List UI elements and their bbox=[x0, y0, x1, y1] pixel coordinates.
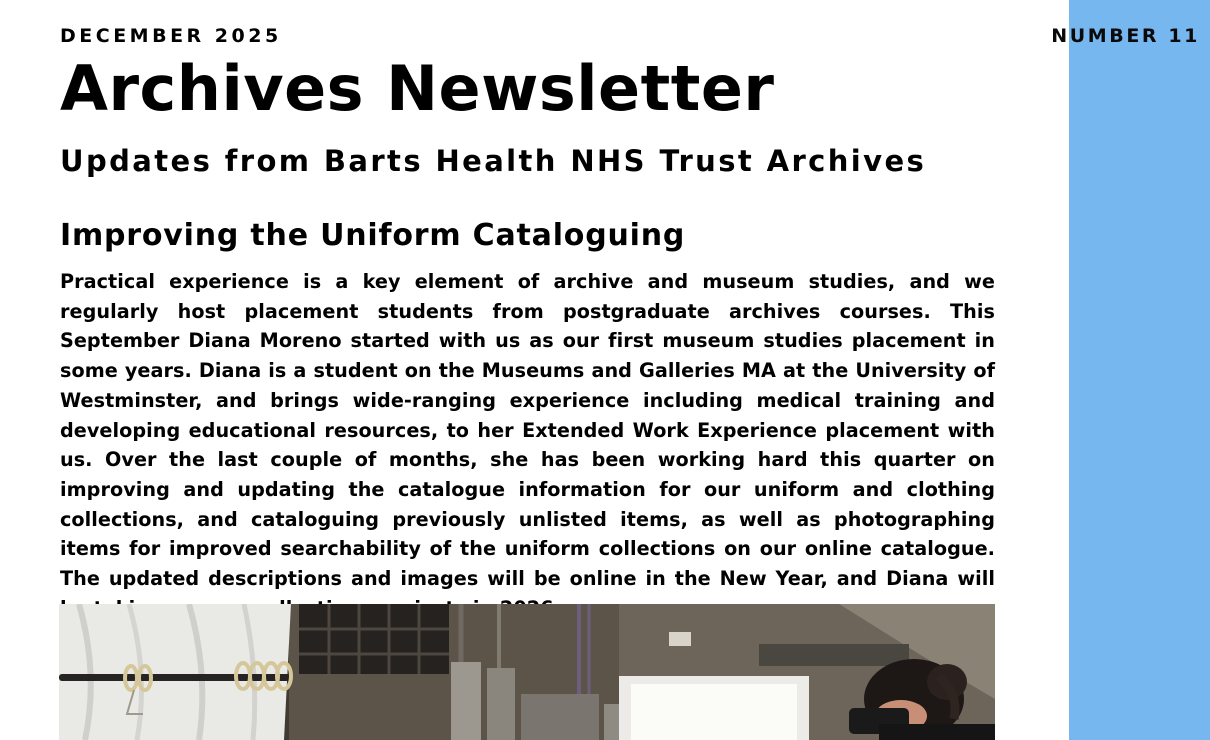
issue-number: NUMBER 11 bbox=[1051, 25, 1200, 47]
photograph-icon bbox=[59, 604, 995, 740]
issue-date: DECEMBER 2025 bbox=[60, 25, 282, 47]
newsletter-title: Archives Newsletter bbox=[60, 52, 775, 125]
article-photo bbox=[59, 604, 995, 740]
article-heading: Improving the Uniform Cataloguing bbox=[60, 218, 686, 253]
newsletter-main-column bbox=[60, 0, 995, 740]
article-body: Practical experience is a key element of archive and museum studies, and we regularly host placement students from postgraduate archives courses. This September Diana Moreno started with us as our first museum studies placement in some years. Diana is a student on the Museums and Galleries MA at the University of Westminster, and brings wide-ranging experience including medical training and developing educational resources, to her Extended Work Experience placement with us. Over the last couple of months, she has been working hard this quarter on improving and updating the catalogue information for our uniform and clothing collections, and cataloguing previously unlisted items, as well as photographing items for improved searchability of the uniform collections on our online catalogue. The updated descriptions and images will be online in the New Year, and Diana will bbox=[60, 270, 995, 591]
sidebar-panel bbox=[1051, 0, 1210, 740]
newsletter-subtitle: Updates from Barts Health NHS Trust Archives bbox=[60, 144, 927, 178]
